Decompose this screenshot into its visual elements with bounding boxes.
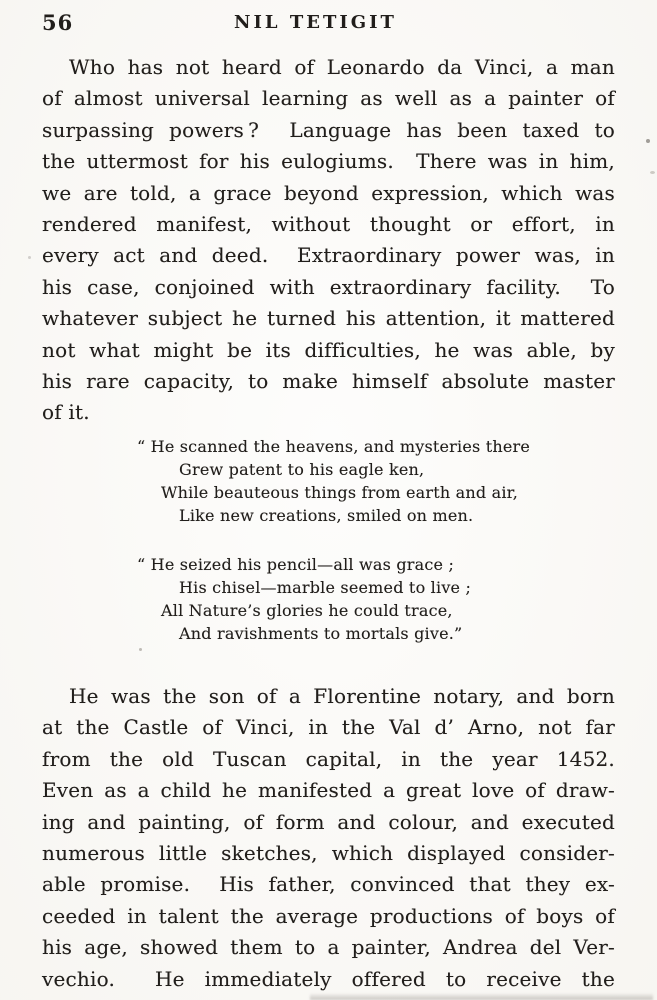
verse-line: Like new creations, smiled on men. (179, 505, 474, 525)
verse-line: And ravishments to mortals give.” (179, 623, 463, 643)
text-line: his age, showed them to a painter, Andrea del Ver- (42, 935, 615, 960)
text-line: of it. (42, 400, 90, 425)
text-line: his case, conjoined with extraordinary facility. To (42, 274, 615, 299)
text-line: whatever subject he turned his attention, it mattered (42, 306, 615, 331)
page-header (0, 10, 657, 36)
text-line: numerous little sketches, which displayed consider- (42, 840, 615, 865)
text-line: his rare capacity, to make himself absolute master (42, 369, 615, 394)
scan-shadow (310, 993, 653, 1000)
text-line: rendered manifest, without thought or effort, in (42, 212, 615, 237)
text-line: Who has not heard of Leonardo da Vinci, a man (69, 55, 615, 79)
verse-line: All Nature’s glories he could trace, (161, 600, 453, 620)
text-line: every act and deed. Extraordinary power was, in (42, 243, 615, 268)
text-line: of almost universal learning as well as a painter of (42, 86, 615, 111)
text-line: vechio. He immediately offered to receive the (42, 966, 615, 991)
text-line: ing and painting, of form and colour, and executed (42, 809, 615, 834)
paragraph-leonardo-birth (42, 681, 615, 995)
verse-line: Grew patent to his eagle ken, (179, 459, 425, 479)
text-line: Even as a child he manifested a great love of draw- (42, 778, 615, 803)
text-line: ceeded in talent the average productions of boys of (42, 903, 615, 928)
page-number: 56 (42, 10, 74, 35)
verse-line: “ He seized his pencil—all was grace ; (137, 554, 455, 574)
text-line: surpassing powers ? Language has been taxed to (42, 117, 615, 142)
scan-speckle (139, 648, 142, 651)
text-line: the uttermost for his eulogiums. There was in him, (42, 149, 615, 174)
paragraph-leonardo-intro (42, 52, 615, 429)
scan-speckle (646, 139, 650, 143)
text-line: able promise. His father, convinced that they ex- (42, 872, 615, 897)
text-line: from the old Tuscan capital, in the year 1452. (42, 746, 615, 771)
text-line: not what might be its difficulties, he was able, by (42, 337, 615, 362)
verse-line: His chisel—marble seemed to live ; (179, 577, 472, 597)
text-line: at the Castle of Vinci, in the Val d’ Arno, not far (42, 715, 615, 740)
verse-line: While beauteous things from earth and air, (161, 482, 519, 502)
verse-stanza-2 (42, 553, 615, 645)
verse-stanza-1 (42, 435, 615, 527)
text-line: we are told, a grace beyond expression, which was (42, 180, 615, 205)
running-title: NIL TETIGIT (234, 12, 397, 33)
verse-line: “ He scanned the heavens, and mysteries there (137, 436, 531, 456)
scan-speckle (650, 171, 655, 174)
text-line: He was the son of a Florentine notary, and born (69, 683, 615, 708)
scan-speckle (28, 256, 31, 259)
